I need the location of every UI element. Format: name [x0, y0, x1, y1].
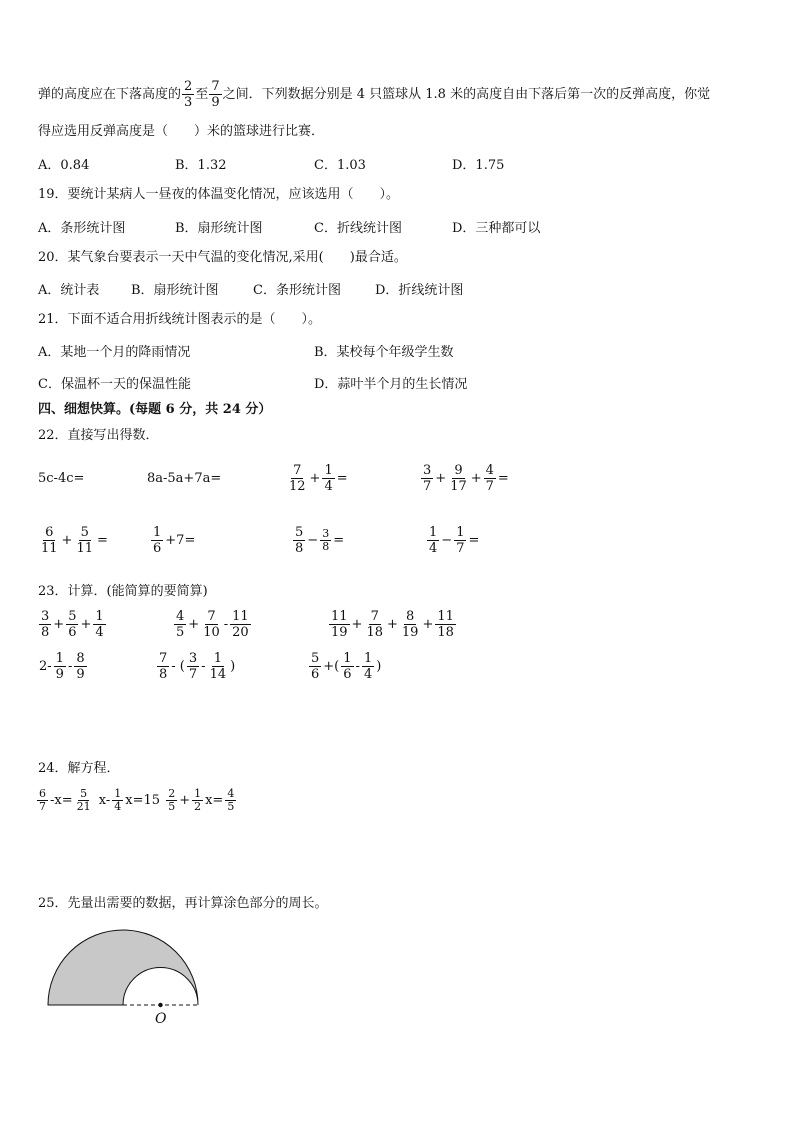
- q24-equation-2: x- $\frac{1}{4}$ x=15: [98, 787, 161, 813]
- q24-equations: [36, 788, 237, 813]
- q18-fraction-2: $\frac{7}{9}$: [211, 79, 220, 110]
- q21-option-a: A．某地一个月的降雨情况: [38, 345, 191, 360]
- q18-option-a: A．0.84: [38, 158, 90, 173]
- q23-expr-5: $\frac{7}{8}$ - ( $\frac{3}{7}$ - $\frac{1}{14}$ ): [159, 651, 236, 682]
- section-4-title: 四、细想快算。(每题 6 分，共 24 分）: [38, 402, 272, 417]
- q18-line1: [38, 75, 710, 115]
- q20-option-d: D．折线统计图: [375, 283, 464, 298]
- q18-text-a: 弹的高度应在下落高度的: [38, 87, 182, 102]
- q19-option-d: D．三种都可以: [452, 221, 541, 236]
- q22-expr-2: 8a-5a+7a=: [147, 471, 222, 486]
- q19-option-a: A．条形统计图: [38, 221, 126, 236]
- q22-expr-7: $\frac{5}{8}$ − $\frac{3}{8}$ =: [295, 525, 345, 556]
- q20-stem: 20．某气象台要表示一天中气温的变化情况,采用( )最合适。: [38, 250, 407, 265]
- q23-stem: 23．计算．(能简算的要简算): [38, 584, 208, 599]
- q19-option-c: C．折线统计图: [314, 221, 402, 236]
- q22-expr-5: $\frac{6}{11}$ + $\frac{5}{11}$ =: [41, 525, 108, 556]
- q22-expr-1: 5c-4c=: [38, 471, 85, 486]
- center-point-o: [158, 1003, 162, 1007]
- q22-expr-3: $\frac{7}{12}$ + $\frac{1}{4}$ =: [289, 463, 348, 494]
- q19-stem: 19．要统计某病人一昼夜的体温变化情况，应该选用（ ）。: [38, 187, 400, 202]
- q24-stem: 24．解方程．: [38, 761, 120, 776]
- q18-line2: 得应选用反弹高度是（ ）米的篮球进行比赛．: [38, 124, 325, 139]
- q22-expr-6: $\frac{1}{6}$ +7=: [153, 525, 196, 556]
- q24-equation-1: $\frac{6}{7}$ -x= $\frac{5}{21}$: [39, 787, 91, 813]
- q23-expr-1: $\frac{3}{8}$ + $\frac{5}{6}$ + $\frac{1}{4}$: [41, 609, 104, 640]
- q21-option-d: D．蒜叶半个月的生长情况: [314, 377, 468, 392]
- q20-option-c: C．条形统计图: [253, 283, 341, 298]
- q23-expr-3: $\frac{11}{19}$ + $\frac{7}{18}$ + $\frac{8}{19}$ + $\frac{11}{18}$: [331, 609, 454, 640]
- q20-option-a: A．统计表: [38, 283, 100, 298]
- q23-expr-2: $\frac{4}{5}$ + $\frac{7}{10}$ - $\frac{11}{20}$: [176, 609, 249, 640]
- q21-stem: 21．下面不适合用折线统计图表示的是（ ）。: [38, 312, 322, 327]
- semicircle-figure: [44, 925, 214, 1034]
- q18-option-d: D．1.75: [452, 158, 505, 173]
- center-label-o: O: [155, 1011, 167, 1027]
- semicircle-diagram: [44, 925, 214, 1030]
- shaded-region: [48, 930, 198, 1005]
- q23-expr-6: $\frac{5}{6}$ +( $\frac{1}{6}$ - $\frac{1}{4}$ ): [311, 651, 382, 682]
- q21-option-c: C．保温杯一天的保温性能: [38, 377, 191, 392]
- q23-expr-4: 2- $\frac{1}{9}$ - $\frac{8}{9}$: [39, 651, 85, 682]
- q21-option-b: B．某校每个年级学生数: [314, 345, 454, 360]
- q18-text-b: 至: [195, 87, 209, 102]
- q18-option-b: B．1.32: [175, 158, 227, 173]
- q24-equation-3: $\frac{2}{5}$ + $\frac{1}{2}$ x= $\frac{4}{5}$: [168, 787, 235, 813]
- q18-fraction-1: $\frac{2}{3}$: [184, 79, 193, 110]
- q18-option-c: C．1.03: [314, 158, 366, 173]
- q22-stem: 22．直接写出得数．: [38, 428, 159, 443]
- q19-option-b: B．扇形统计图: [175, 221, 263, 236]
- q25-stem: 25．先量出需要的数据，再计算涂色部分的周长。: [38, 896, 328, 911]
- q18-text-c: 之间．下列数据分别是 4 只篮球从 1.8 米的高度自由下落后第一次的反弹高度，你觉: [222, 87, 711, 102]
- q22-expr-4: $\frac{3}{7}$ + $\frac{9}{17}$ + $\frac{4}{7}$ =: [423, 463, 509, 494]
- q22-expr-8: $\frac{1}{4}$ − $\frac{1}{7}$ =: [429, 525, 480, 556]
- q20-option-b: B．扇形统计图: [131, 283, 219, 298]
